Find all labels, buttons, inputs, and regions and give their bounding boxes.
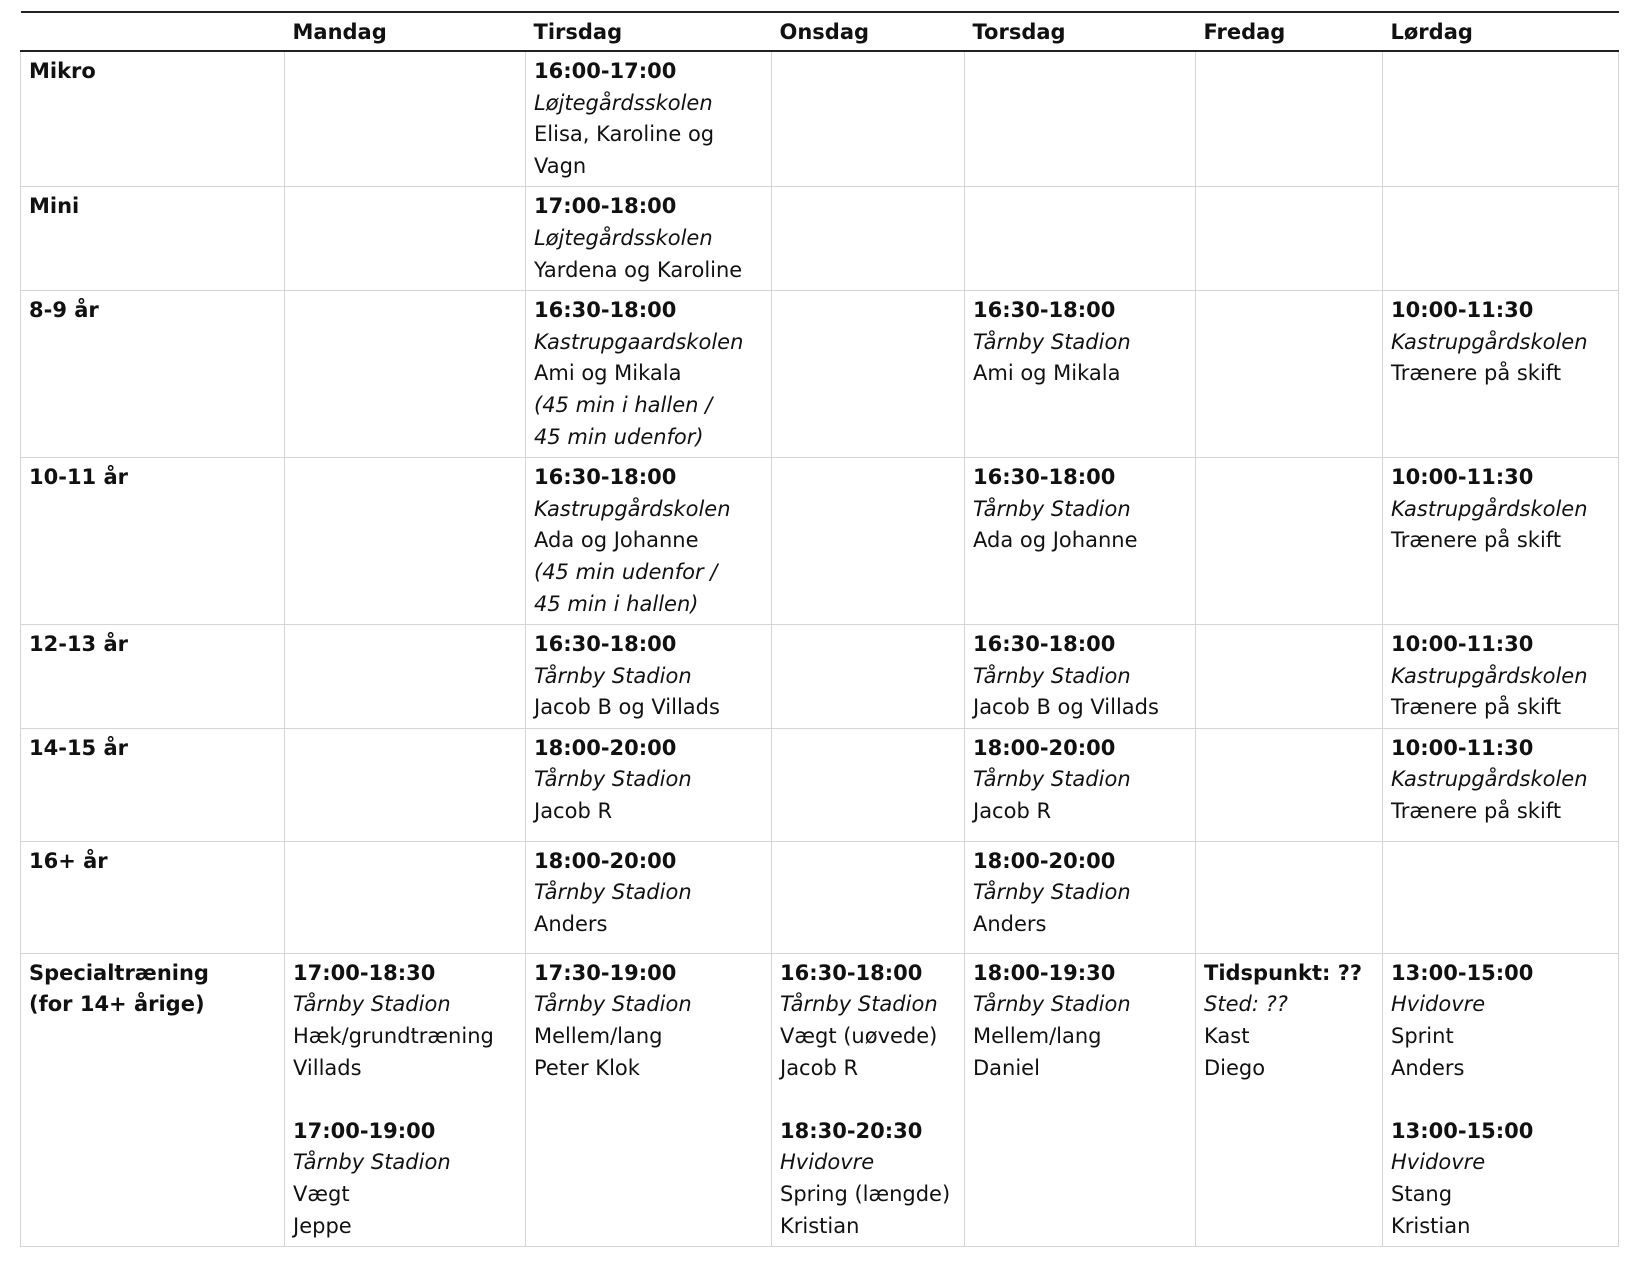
session-venue: Tårnby Stadion xyxy=(780,992,938,1017)
row-label-line: 10-11 år xyxy=(29,465,129,490)
session-detail: Mellem/lang xyxy=(973,1024,1102,1049)
session-detail: Anders xyxy=(534,912,608,937)
session-time: 10:00-11:30 xyxy=(1391,465,1534,490)
session-detail: Kristian xyxy=(780,1213,860,1238)
session-detail: Jacob B og Villads xyxy=(534,695,720,720)
session-time: 16:30-18:00 xyxy=(780,960,923,985)
cell-fredag xyxy=(1196,953,1383,1246)
session-detail: Kristian xyxy=(1391,1213,1471,1238)
cell-tirsdag xyxy=(526,187,772,291)
cell-mandag xyxy=(285,291,526,458)
row-label xyxy=(21,51,285,187)
session-venue: Tårnby Stadion xyxy=(293,992,451,1017)
cell-torsdag xyxy=(965,291,1196,458)
session-time: 18:00-20:00 xyxy=(973,735,1116,760)
session-detail: Jacob R xyxy=(534,799,613,824)
session-time: 16:30-18:00 xyxy=(534,465,677,490)
session-venue: Tårnby Stadion xyxy=(293,1150,451,1175)
session-time: 16:30-18:00 xyxy=(973,632,1116,657)
session-detail: Ami og Mikala xyxy=(534,361,682,386)
session-venue: Tårnby Stadion xyxy=(973,880,1131,905)
session-detail: Kast xyxy=(1204,1024,1250,1049)
cell-torsdag xyxy=(965,187,1196,291)
session-time: 16:30-18:00 xyxy=(973,465,1116,490)
cell-lordag xyxy=(1383,841,1619,953)
cell-lordag xyxy=(1383,51,1619,187)
session-detail: Vægt (uøvede) xyxy=(780,1024,938,1049)
cell-onsdag xyxy=(772,953,965,1246)
table-row xyxy=(21,458,1619,625)
session-time: 10:00-11:30 xyxy=(1391,735,1534,760)
session-detail: Yardena og Karoline xyxy=(534,257,743,282)
session-time: 10:00-11:30 xyxy=(1391,298,1534,323)
cell-onsdag xyxy=(772,841,965,953)
session-venue: Kastrupgårdskolen xyxy=(1391,663,1588,688)
session-gap xyxy=(293,1084,525,1116)
schedule-table xyxy=(20,11,1619,1247)
session-note: 45 min udenfor) xyxy=(534,424,704,449)
cell-onsdag xyxy=(772,625,965,729)
session-venue: Tårnby Stadion xyxy=(534,992,692,1017)
session-note: (45 min udenfor / xyxy=(534,559,718,584)
cell-mandag xyxy=(285,187,526,291)
session-venue: Tårnby Stadion xyxy=(534,663,692,688)
header-row xyxy=(21,12,1619,51)
cell-lordag xyxy=(1383,458,1619,625)
cell-fredag xyxy=(1196,625,1383,729)
session-detail: Peter Klok xyxy=(534,1055,640,1080)
session-note: 45 min i hallen) xyxy=(534,591,699,616)
session-detail: Jacob R xyxy=(973,799,1052,824)
cell-mandag xyxy=(285,51,526,187)
session-venue: Tårnby Stadion xyxy=(973,496,1131,521)
cell-onsdag xyxy=(772,291,965,458)
session-detail: Trænere på skift xyxy=(1391,695,1562,720)
session-time: 17:00-18:00 xyxy=(534,194,677,219)
row-label-line: Specialtræning xyxy=(29,960,209,985)
cell-mandag xyxy=(285,458,526,625)
cell-onsdag xyxy=(772,728,965,841)
session-note: (45 min i hallen / xyxy=(534,392,713,417)
session-venue: Tårnby Stadion xyxy=(534,767,692,792)
session-venue: Kastrupgårdskolen xyxy=(1391,329,1588,354)
header-corner xyxy=(21,12,285,51)
header-tirsdag: Tirsdag xyxy=(533,20,623,44)
row-label-line: (for 14+ årige) xyxy=(29,992,205,1017)
session-venue: Tårnby Stadion xyxy=(973,992,1131,1017)
header-lordag: Lørdag xyxy=(1390,20,1473,44)
session-gap xyxy=(1391,1084,1618,1116)
session-detail: Spring (længde) xyxy=(780,1182,951,1207)
session-time: 16:30-18:00 xyxy=(534,632,677,657)
cell-torsdag xyxy=(965,953,1196,1246)
session-detail: Anders xyxy=(1391,1055,1465,1080)
session-venue: Løjtegårdsskolen xyxy=(534,90,713,115)
cell-mandag xyxy=(285,728,526,841)
table-row xyxy=(21,51,1619,187)
cell-torsdag xyxy=(965,625,1196,729)
session-venue: Tårnby Stadion xyxy=(973,767,1131,792)
cell-fredag xyxy=(1196,458,1383,625)
session-venue: Hvidovre xyxy=(1391,1150,1486,1175)
row-label xyxy=(21,625,285,729)
cell-onsdag xyxy=(772,187,965,291)
session-gap xyxy=(780,1084,964,1116)
session-detail: Hæk/grundtræning xyxy=(293,1024,494,1049)
cell-torsdag xyxy=(965,841,1196,953)
header-onsdag: Onsdag xyxy=(779,20,870,44)
session-detail: Vægt xyxy=(293,1182,350,1207)
row-label-line: 16+ år xyxy=(29,848,108,873)
session-time: 13:00-15:00 xyxy=(1391,960,1534,985)
session-time: 16:30-18:00 xyxy=(973,298,1116,323)
session-detail: Diego xyxy=(1204,1055,1266,1080)
session-detail: Ada og Johanne xyxy=(534,528,699,553)
row-label xyxy=(21,291,285,458)
session-time: 18:00-20:00 xyxy=(534,735,677,760)
row-label-line: 8-9 år xyxy=(29,298,99,323)
cell-tirsdag xyxy=(526,625,772,729)
header-torsdag: Torsdag xyxy=(972,20,1066,44)
training-schedule xyxy=(20,11,1618,1247)
session-detail: Elisa, Karoline og xyxy=(534,122,715,147)
session-detail: Jacob R xyxy=(780,1055,859,1080)
session-venue: Tårnby Stadion xyxy=(973,329,1131,354)
cell-mandag xyxy=(285,625,526,729)
cell-fredag xyxy=(1196,51,1383,187)
table-row xyxy=(21,187,1619,291)
session-time: 16:30-18:00 xyxy=(534,298,677,323)
session-time: 13:00-15:00 xyxy=(1391,1118,1534,1143)
session-detail: Trænere på skift xyxy=(1391,799,1562,824)
session-detail: Jacob B og Villads xyxy=(973,695,1159,720)
session-venue: Kastrupgårdskolen xyxy=(534,496,731,521)
cell-lordag xyxy=(1383,187,1619,291)
cell-tirsdag xyxy=(526,841,772,953)
cell-lordag xyxy=(1383,291,1619,458)
session-venue: Sted: ?? xyxy=(1204,992,1288,1017)
cell-fredag xyxy=(1196,841,1383,953)
table-row xyxy=(21,291,1619,458)
row-label xyxy=(21,187,285,291)
cell-tirsdag xyxy=(526,953,772,1246)
cell-fredag xyxy=(1196,291,1383,458)
row-label xyxy=(21,458,285,625)
cell-torsdag xyxy=(965,458,1196,625)
table-row xyxy=(21,625,1619,729)
session-detail: Mellem/lang xyxy=(534,1024,663,1049)
row-label xyxy=(21,728,285,841)
session-detail: Anders xyxy=(973,912,1047,937)
cell-onsdag xyxy=(772,51,965,187)
row-label xyxy=(21,953,285,1246)
session-detail: Jeppe xyxy=(293,1213,352,1238)
session-venue: Tårnby Stadion xyxy=(534,880,692,905)
row-label-line: 14-15 år xyxy=(29,735,129,760)
cell-onsdag xyxy=(772,458,965,625)
session-time: 18:00-19:30 xyxy=(973,960,1116,985)
header-mandag: Mandag xyxy=(292,20,387,44)
session-venue: Hvidovre xyxy=(1391,992,1486,1017)
session-venue: Kastrupgaardskolen xyxy=(534,329,744,354)
session-venue: Tårnby Stadion xyxy=(973,663,1131,688)
cell-tirsdag xyxy=(526,728,772,841)
session-time: 18:30-20:30 xyxy=(780,1118,923,1143)
cell-torsdag xyxy=(965,728,1196,841)
cell-torsdag xyxy=(965,51,1196,187)
session-venue: Kastrupgårdskolen xyxy=(1391,767,1588,792)
row-label-line: Mini xyxy=(29,194,80,219)
session-time: 17:30-19:00 xyxy=(534,960,677,985)
session-time: 18:00-20:00 xyxy=(973,848,1116,873)
cell-mandag xyxy=(285,841,526,953)
session-venue: Løjtegårdsskolen xyxy=(534,225,713,250)
row-label-line: 12-13 år xyxy=(29,632,129,657)
session-time: 17:00-18:30 xyxy=(293,960,436,985)
cell-lordag xyxy=(1383,728,1619,841)
table-row xyxy=(21,841,1619,953)
cell-tirsdag xyxy=(526,458,772,625)
cell-mandag xyxy=(285,953,526,1246)
row-label xyxy=(21,841,285,953)
cell-tirsdag xyxy=(526,51,772,187)
cell-fredag xyxy=(1196,728,1383,841)
session-time: 10:00-11:30 xyxy=(1391,632,1534,657)
session-venue: Hvidovre xyxy=(780,1150,875,1175)
session-detail: Daniel xyxy=(973,1055,1040,1080)
session-detail: Vagn xyxy=(534,153,587,178)
cell-lordag xyxy=(1383,625,1619,729)
cell-tirsdag xyxy=(526,291,772,458)
cell-fredag xyxy=(1196,187,1383,291)
session-detail: Trænere på skift xyxy=(1391,528,1562,553)
cell-lordag xyxy=(1383,953,1619,1246)
row-label-line: Mikro xyxy=(29,59,96,83)
session-venue: Kastrupgårdskolen xyxy=(1391,496,1588,521)
session-detail: Ada og Johanne xyxy=(973,528,1138,553)
session-detail: Sprint xyxy=(1391,1024,1454,1049)
table-row xyxy=(21,728,1619,841)
table-row xyxy=(21,953,1619,1246)
session-detail: Ami og Mikala xyxy=(973,361,1121,386)
session-detail: Stang xyxy=(1391,1182,1453,1207)
session-time: 18:00-20:00 xyxy=(534,848,677,873)
session-time: 17:00-19:00 xyxy=(293,1118,436,1143)
schedule-body xyxy=(21,51,1619,1247)
header-fredag: Fredag xyxy=(1203,20,1286,44)
session-time: Tidspunkt: ?? xyxy=(1204,960,1363,985)
session-detail: Villads xyxy=(293,1055,362,1080)
session-time: 16:00-17:00 xyxy=(534,59,677,83)
session-detail: Trænere på skift xyxy=(1391,361,1562,386)
